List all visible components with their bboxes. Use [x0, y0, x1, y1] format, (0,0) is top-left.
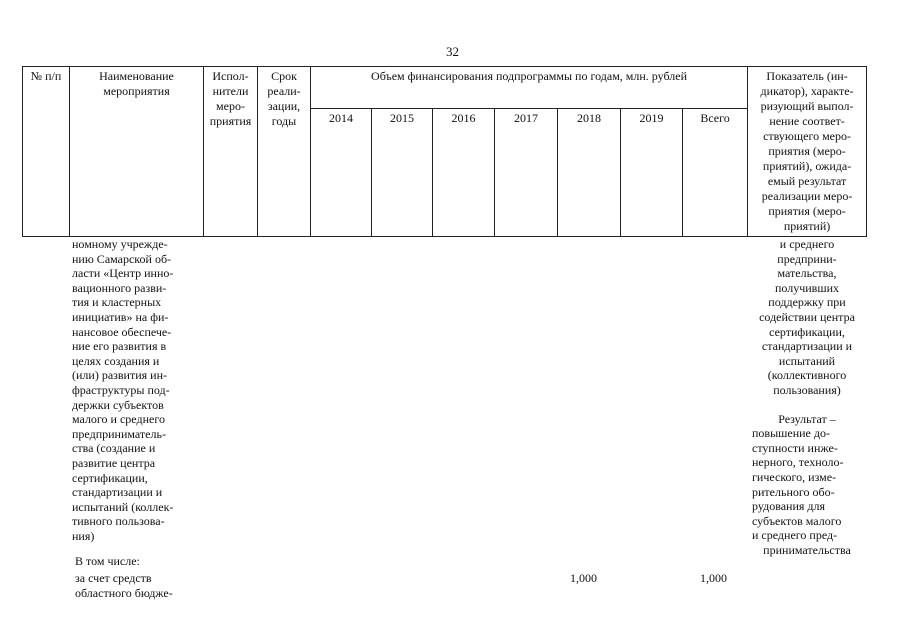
year-2015: 2015: [372, 109, 433, 237]
year-2014: 2014: [311, 109, 372, 237]
year-2016: 2016: [433, 109, 495, 237]
col-exec-header: Испол-нители меро-приятия: [204, 67, 258, 237]
regional-budget-label: за счет средств областного бюдже-: [75, 571, 173, 600]
col-funding-header: Объем финансирования подпрограммы по годам, млн. рублей: [311, 67, 748, 109]
header-table: [22, 66, 867, 237]
year-total: Всего: [683, 109, 748, 237]
value-2018: 1,000: [570, 571, 597, 585]
col-name-header: Наименование мероприятия: [70, 67, 204, 237]
indicator-text: и среднего предприни- мательства, получивших поддержку при содействии центра сертификации, стандартизации и испытаний (коллективного пользования) Результат – повышение до- ступности инже- нерного, техноло- гического, изме- рительного обо- рудования для субъектов малого и среднего пред- принимательства: [752, 237, 855, 557]
year-2018: 2018: [558, 109, 621, 237]
col-num-header: № п/п: [23, 67, 70, 237]
col-term-header: Срок реали-зации, годы: [258, 67, 311, 237]
including-label: В том числе:: [75, 554, 140, 568]
year-2019: 2019: [621, 109, 683, 237]
page-number: 32: [446, 44, 459, 59]
measure-name-text: номному учрежде- нию Самарской об- ласти «Центр инно- вационного разви- тия и кластерных инициатив» на фи- нансовое обеспече- ние его развития в целях создания и (или) развития ин- фраструктуры под- держки субъектов малого и среднего предприниматель- ства (создание и развитие центра сертификации, стандартизации и испытаний (коллек- тивного пользова- ния): [72, 237, 174, 543]
year-2017: 2017: [495, 109, 558, 237]
col-indicator-header: Показатель (ин-дикатор), характе-ризующий выпол-нение соответ-ствующего меро-приятия (меро-приятий), ожида-емый результат реализации меро-приятия (меро-приятий): [748, 67, 867, 237]
value-total: 1,000: [700, 571, 727, 585]
